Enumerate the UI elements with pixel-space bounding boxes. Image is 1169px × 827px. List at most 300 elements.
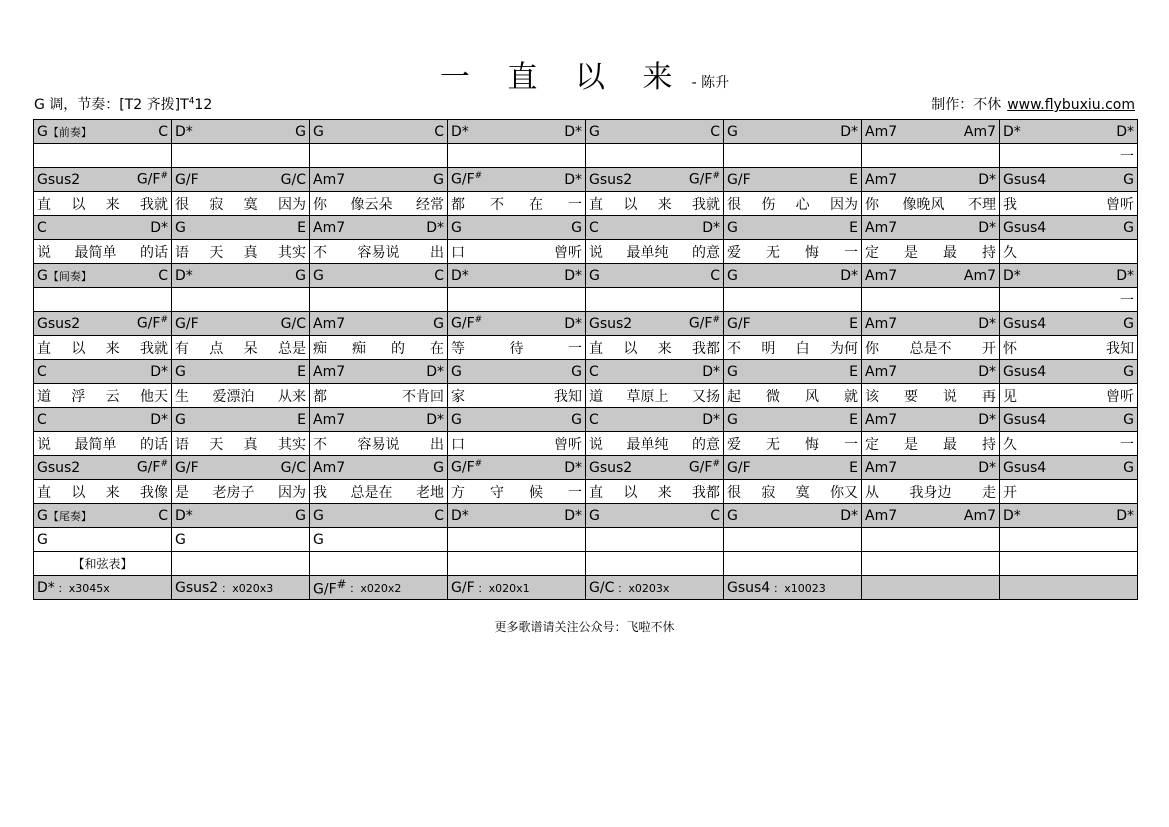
measure-cell — [586, 384, 724, 408]
lyric-text: 天 — [209, 436, 224, 453]
measure-cell — [34, 480, 172, 504]
chord-name: G/F# — [451, 171, 483, 188]
measure-cell — [310, 144, 448, 168]
measure-cell — [310, 528, 448, 552]
lyric-text: 开 — [1003, 484, 1017, 501]
chord-name: G/F# — [136, 315, 168, 332]
chord-name: G — [1123, 219, 1134, 236]
lyric-text: 天 — [209, 244, 224, 261]
lyric-text: 久 — [1003, 244, 1017, 261]
measure-cell — [724, 288, 862, 312]
chord-name: D* — [978, 363, 996, 380]
chord-dict-shape: ：x020x2 — [349, 581, 402, 595]
chord-name: G — [571, 219, 582, 236]
lyric-text: 最 — [943, 436, 957, 453]
measure-cell — [310, 336, 448, 360]
measure-cell — [172, 264, 310, 288]
chord-name: D* — [1003, 123, 1021, 140]
chord-name: D* — [978, 171, 996, 188]
lyric-text: 他天 — [139, 388, 168, 405]
lyric-text: 都 — [451, 196, 465, 213]
chord-name: G/F — [175, 459, 199, 476]
measure-cell — [448, 216, 586, 240]
chord-name: G/F# — [688, 315, 720, 332]
chord-name: Am7 — [963, 267, 996, 284]
lyric-text: 从 — [865, 484, 879, 501]
lyric-text: 我都 — [691, 340, 720, 357]
chord-name: E — [849, 363, 858, 380]
chord-name: D* — [702, 363, 720, 380]
chord-name: D* — [978, 459, 996, 476]
chord-name: Gsus2 — [37, 315, 81, 332]
measure-cell — [724, 144, 862, 168]
measure-cell — [724, 216, 862, 240]
measure-cell — [310, 360, 448, 384]
lyric-text: 最简单 — [74, 436, 117, 453]
lyric-text: 呆 — [243, 340, 258, 357]
chord-dictionary-cell — [724, 576, 862, 600]
measure-cell — [310, 192, 448, 216]
measure-cell — [448, 528, 586, 552]
lyric-text: 来 — [105, 340, 120, 357]
measure-cell — [862, 552, 1000, 576]
lyric-text: 你 — [313, 196, 327, 213]
chord-name: G/F — [727, 459, 751, 476]
lyric-text: 在 — [529, 196, 543, 213]
chord-name: E — [297, 411, 306, 428]
chord-name: G — [727, 267, 738, 284]
measure-cell — [724, 528, 862, 552]
measure-cell — [172, 288, 310, 312]
measure-cell — [1000, 264, 1138, 288]
chord-name: G — [451, 363, 462, 380]
measure-cell — [586, 192, 724, 216]
lyric-text: 就 — [844, 388, 858, 405]
lyric-text: 以 — [623, 340, 638, 357]
measure-cell — [1000, 408, 1138, 432]
lyric-text: 像晚风 — [902, 196, 945, 213]
lyric-text: 曾听 — [1106, 388, 1134, 405]
lyric-text: 家 — [451, 388, 465, 405]
lyric-text: 你 — [865, 196, 879, 213]
lyric-text: 一 — [568, 484, 582, 501]
measure-cell — [862, 264, 1000, 288]
chord-name: D* — [978, 411, 996, 428]
lyric-text: 悔 — [805, 244, 819, 261]
chord-name: G — [727, 363, 738, 380]
lyric-text: 说 — [589, 244, 603, 261]
chord-name: C — [710, 507, 720, 524]
lyric-text: 持 — [982, 244, 996, 261]
lyric-text: 见 — [1003, 388, 1017, 405]
lyric-text: 以 — [71, 196, 86, 213]
lyric-text: 直 — [37, 196, 51, 213]
measure-cell — [310, 216, 448, 240]
lyric-text: 我 — [1003, 196, 1017, 213]
measure-cell — [1000, 432, 1138, 456]
measure-cell — [586, 120, 724, 144]
chord-name: G — [451, 219, 462, 236]
lyric-text: 我身边 — [909, 484, 952, 501]
measure-cell — [862, 216, 1000, 240]
chord-name: C — [434, 123, 444, 140]
chord-name: G — [1123, 411, 1134, 428]
chord-name: Am7 — [865, 363, 898, 380]
lyric-text: 语 — [175, 436, 189, 453]
key-sup: 4 — [188, 96, 195, 107]
lyric-text: 是 — [175, 484, 189, 501]
lyric-text: 待 — [509, 340, 524, 357]
chord-name: C — [434, 507, 444, 524]
chord-name: Gsus4 — [1003, 219, 1047, 236]
chord-name: Am7 — [865, 267, 898, 284]
measure-cell — [34, 144, 172, 168]
measure-cell — [1000, 504, 1138, 528]
chord-row — [34, 168, 1138, 192]
chord-name: Am7 — [865, 123, 898, 140]
chord-name: G/F# — [136, 171, 168, 188]
measure-cell — [448, 384, 586, 408]
measure-cell — [34, 120, 172, 144]
lyric-text: 持 — [982, 436, 996, 453]
lyric-text: 因为 — [277, 196, 306, 213]
measure-cell — [448, 504, 586, 528]
measure-cell — [172, 336, 310, 360]
lyric-text: G — [313, 531, 324, 548]
chord-name: C — [158, 267, 168, 284]
lyric-text: 一 — [1120, 292, 1134, 309]
measure-cell — [448, 240, 586, 264]
chord-dict-name: G/C — [589, 579, 615, 596]
measure-cell — [724, 360, 862, 384]
chord-dict-name: G/F# — [313, 577, 347, 598]
measure-cell — [586, 408, 724, 432]
measure-cell — [172, 192, 310, 216]
measure-cell — [172, 168, 310, 192]
lyric-text: 寞 — [243, 196, 258, 213]
lyric-text: 来 — [105, 196, 120, 213]
measure-cell — [724, 384, 862, 408]
measure-cell — [724, 312, 862, 336]
lyric-text: 该 — [865, 388, 879, 405]
chord-name: G — [295, 123, 306, 140]
chord-row — [34, 264, 1138, 288]
chord-name: G/C — [280, 171, 306, 188]
measure-cell — [724, 456, 862, 480]
measure-cell — [34, 336, 172, 360]
measure-cell — [1000, 480, 1138, 504]
measure-cell — [1000, 288, 1138, 312]
measure-cell — [448, 336, 586, 360]
measure-cell — [586, 264, 724, 288]
lyric-text: 都 — [313, 388, 327, 405]
measure-cell — [172, 456, 310, 480]
measure-cell — [34, 432, 172, 456]
lyric-text: 爱 — [727, 436, 741, 453]
chord-name: G【前奏】 — [37, 123, 92, 140]
measure-cell — [586, 528, 724, 552]
chord-name: D* — [175, 267, 193, 284]
chord-name: D* — [564, 171, 582, 188]
measure-cell — [862, 144, 1000, 168]
measure-cell — [172, 120, 310, 144]
chord-row — [34, 120, 1138, 144]
measure-cell — [448, 408, 586, 432]
chord-name: G【间奏】 — [37, 267, 92, 284]
chord-name: G — [727, 123, 738, 140]
lyric-text: 的话 — [140, 436, 168, 453]
lyric-text: 其实 — [277, 436, 306, 453]
measure-cell — [1000, 360, 1138, 384]
measure-cell — [862, 504, 1000, 528]
measure-cell — [586, 144, 724, 168]
lyric-text: 久 — [1003, 436, 1017, 453]
measure-cell — [862, 528, 1000, 552]
lyric-text: 道 — [37, 388, 51, 405]
measure-cell — [310, 432, 448, 456]
lyric-text: 我就 — [139, 340, 168, 357]
lyric-text: 要 — [904, 388, 918, 405]
chord-dictionary-cell — [172, 576, 310, 600]
chord-name: C — [37, 411, 47, 428]
lyric-text: 总是 — [277, 340, 306, 357]
lyric-text: 曾听 — [554, 436, 582, 453]
lyric-text: 像云朵 — [350, 196, 393, 213]
chord-name: C — [710, 123, 720, 140]
measure-cell — [448, 432, 586, 456]
lyric-text: 说 — [589, 436, 603, 453]
lyric-text: 守 — [490, 484, 504, 501]
chord-name: Gsus4 — [1003, 411, 1047, 428]
measure-cell — [448, 480, 586, 504]
measure-cell — [310, 120, 448, 144]
measure-cell — [862, 192, 1000, 216]
lyric-text: 点 — [209, 340, 224, 357]
measure-cell — [862, 480, 1000, 504]
chord-name: G — [1123, 171, 1134, 188]
chord-name: G/F# — [451, 315, 483, 332]
measure-cell — [172, 552, 310, 576]
credit-url[interactable]: www.flybuxiu.com — [1007, 97, 1135, 113]
lyric-text: 伤 — [761, 196, 776, 213]
lyric-text: 真 — [243, 244, 258, 261]
lyric-text: 无 — [766, 244, 780, 261]
measure-cell — [586, 480, 724, 504]
lyric-text: 我知 — [554, 388, 582, 405]
lyric-text: 爱漂泊 — [212, 388, 255, 405]
measure-cell — [172, 360, 310, 384]
chord-name: D* — [840, 267, 858, 284]
lyric-text: 最单纯 — [626, 436, 669, 453]
lyric-text: G — [37, 531, 48, 548]
lyric-text: 来 — [657, 196, 672, 213]
chord-name: C — [158, 507, 168, 524]
chord-name: G — [727, 411, 738, 428]
lyric-text: 寂 — [761, 484, 776, 501]
lyric-row — [34, 288, 1138, 312]
lyric-text: 怀 — [1003, 340, 1017, 357]
chord-name: D* — [564, 507, 582, 524]
chord-name: G/F — [175, 171, 199, 188]
chord-name: Gsus4 — [1003, 459, 1047, 476]
lyric-text: 直 — [37, 484, 51, 501]
lyric-text: 很 — [175, 196, 189, 213]
lyric-row — [34, 144, 1138, 168]
chord-name: E — [849, 315, 858, 332]
lyric-text: 在 — [430, 340, 444, 357]
chord-name: G — [1123, 459, 1134, 476]
chord-name: G — [433, 459, 444, 476]
lyric-text: 我就 — [139, 196, 168, 213]
chord-name: Am7 — [313, 411, 346, 428]
chord-name: Am7 — [313, 459, 346, 476]
credit — [931, 94, 1135, 114]
chord-name: G【尾奏】 — [37, 507, 92, 524]
lyric-text: 从来 — [278, 388, 306, 405]
measure-cell — [172, 504, 310, 528]
lyric-text: 不肯回 — [402, 388, 444, 405]
chord-dictionary-row — [34, 576, 1138, 600]
measure-cell — [448, 144, 586, 168]
lyric-text: 无 — [766, 436, 780, 453]
measure-cell — [448, 192, 586, 216]
lyric-text: 以 — [71, 340, 86, 357]
chord-name: Am7 — [865, 411, 898, 428]
chord-name: G/F# — [136, 459, 168, 476]
chord-name: G — [433, 171, 444, 188]
lyric-text: 候 — [529, 484, 543, 501]
measure-cell — [448, 168, 586, 192]
chord-name: D* — [1003, 267, 1021, 284]
chord-dictionary-cell — [34, 576, 172, 600]
lyric-text: 最单纯 — [626, 244, 669, 261]
measure-cell — [448, 312, 586, 336]
lyric-row — [34, 336, 1138, 360]
measure-cell — [862, 312, 1000, 336]
chord-name: Gsus2 — [589, 315, 633, 332]
lyric-text: 【和弦表】 — [72, 557, 133, 571]
lyric-text: 开 — [982, 340, 996, 357]
measure-cell — [448, 456, 586, 480]
lyric-text: 老房子 — [212, 484, 255, 501]
lyric-text: 有 — [175, 340, 189, 357]
measure-cell — [34, 528, 172, 552]
measure-cell — [862, 240, 1000, 264]
chord-name: Gsus2 — [589, 171, 633, 188]
chord-name: C — [37, 363, 47, 380]
chord-name: C — [158, 123, 168, 140]
measure-cell — [1000, 384, 1138, 408]
chord-dict-name: Gsus2 — [175, 579, 219, 596]
chord-dict-name: D* — [37, 579, 55, 596]
chord-name: Gsus2 — [37, 171, 81, 188]
measure-cell — [586, 312, 724, 336]
lyric-row — [34, 432, 1138, 456]
lyric-text: 为何 — [829, 340, 858, 357]
lyric-text: 你又 — [829, 484, 858, 501]
measure-cell — [172, 480, 310, 504]
lyric-text: 定 — [865, 244, 879, 261]
measure-cell — [586, 216, 724, 240]
chord-dictionary-cell — [310, 576, 448, 600]
chord-name: G — [571, 363, 582, 380]
lyric-text: 再 — [982, 388, 996, 405]
chord-name: G — [175, 363, 186, 380]
measure-cell — [34, 288, 172, 312]
chord-name: D* — [451, 123, 469, 140]
lyric-row — [34, 384, 1138, 408]
lyric-text: 老地 — [416, 484, 444, 501]
lyric-text: 风 — [805, 388, 819, 405]
chord-name: Gsus4 — [1003, 363, 1047, 380]
measure-cell — [172, 144, 310, 168]
measure-cell — [34, 264, 172, 288]
lyric-text: 很 — [727, 484, 741, 501]
lyric-text: 的话 — [140, 244, 168, 261]
chord-name: G — [727, 219, 738, 236]
chord-name: Am7 — [865, 171, 898, 188]
chord-name: G — [451, 411, 462, 428]
chord-name: G — [589, 123, 600, 140]
chord-dict-name: G/F — [451, 579, 475, 596]
chord-name: C — [37, 219, 47, 236]
measure-cell — [310, 552, 448, 576]
lyric-text: 口 — [451, 436, 465, 453]
chord-name: G — [175, 411, 186, 428]
lyric-text: 寞 — [795, 484, 810, 501]
chord-name: G — [295, 507, 306, 524]
chord-name: Gsus4 — [1003, 171, 1047, 188]
chord-name: C — [589, 219, 599, 236]
chord-name: Am7 — [313, 315, 346, 332]
chord-name: D* — [175, 123, 193, 140]
lyric-text: 是 — [904, 436, 918, 453]
measure-cell — [1000, 120, 1138, 144]
lyric-text: 定 — [865, 436, 879, 453]
measure-cell — [586, 456, 724, 480]
measure-cell — [862, 168, 1000, 192]
key-prefix: G 调，节奏：[T2 齐拨]T — [34, 97, 189, 113]
measure-cell — [172, 432, 310, 456]
chord-name: Am7 — [865, 507, 898, 524]
chord-name: D* — [451, 507, 469, 524]
lyric-text: 不 — [490, 196, 504, 213]
measure-cell — [724, 168, 862, 192]
measure-cell — [34, 552, 172, 576]
measure-cell — [724, 336, 862, 360]
lyric-text: 白 — [795, 340, 810, 357]
measure-cell — [34, 168, 172, 192]
measure-cell — [34, 192, 172, 216]
chord-name: D* — [175, 507, 193, 524]
lyric-text: 因为 — [829, 196, 858, 213]
measure-cell — [1000, 216, 1138, 240]
chord-name: D* — [564, 315, 582, 332]
lyric-text: 口 — [451, 244, 465, 261]
measure-cell — [448, 264, 586, 288]
lyric-text: 不理 — [968, 196, 996, 213]
lyric-text: 很 — [727, 196, 741, 213]
lyric-text: 的意 — [692, 244, 720, 261]
lyric-text: 因为 — [278, 484, 306, 501]
lyric-text: 说 — [37, 436, 51, 453]
measure-cell — [34, 456, 172, 480]
lyric-text: 说 — [37, 244, 51, 261]
chord-name: E — [849, 171, 858, 188]
chord-name: D* — [1116, 123, 1134, 140]
lyric-text: 明 — [761, 340, 776, 357]
chord-row — [34, 216, 1138, 240]
